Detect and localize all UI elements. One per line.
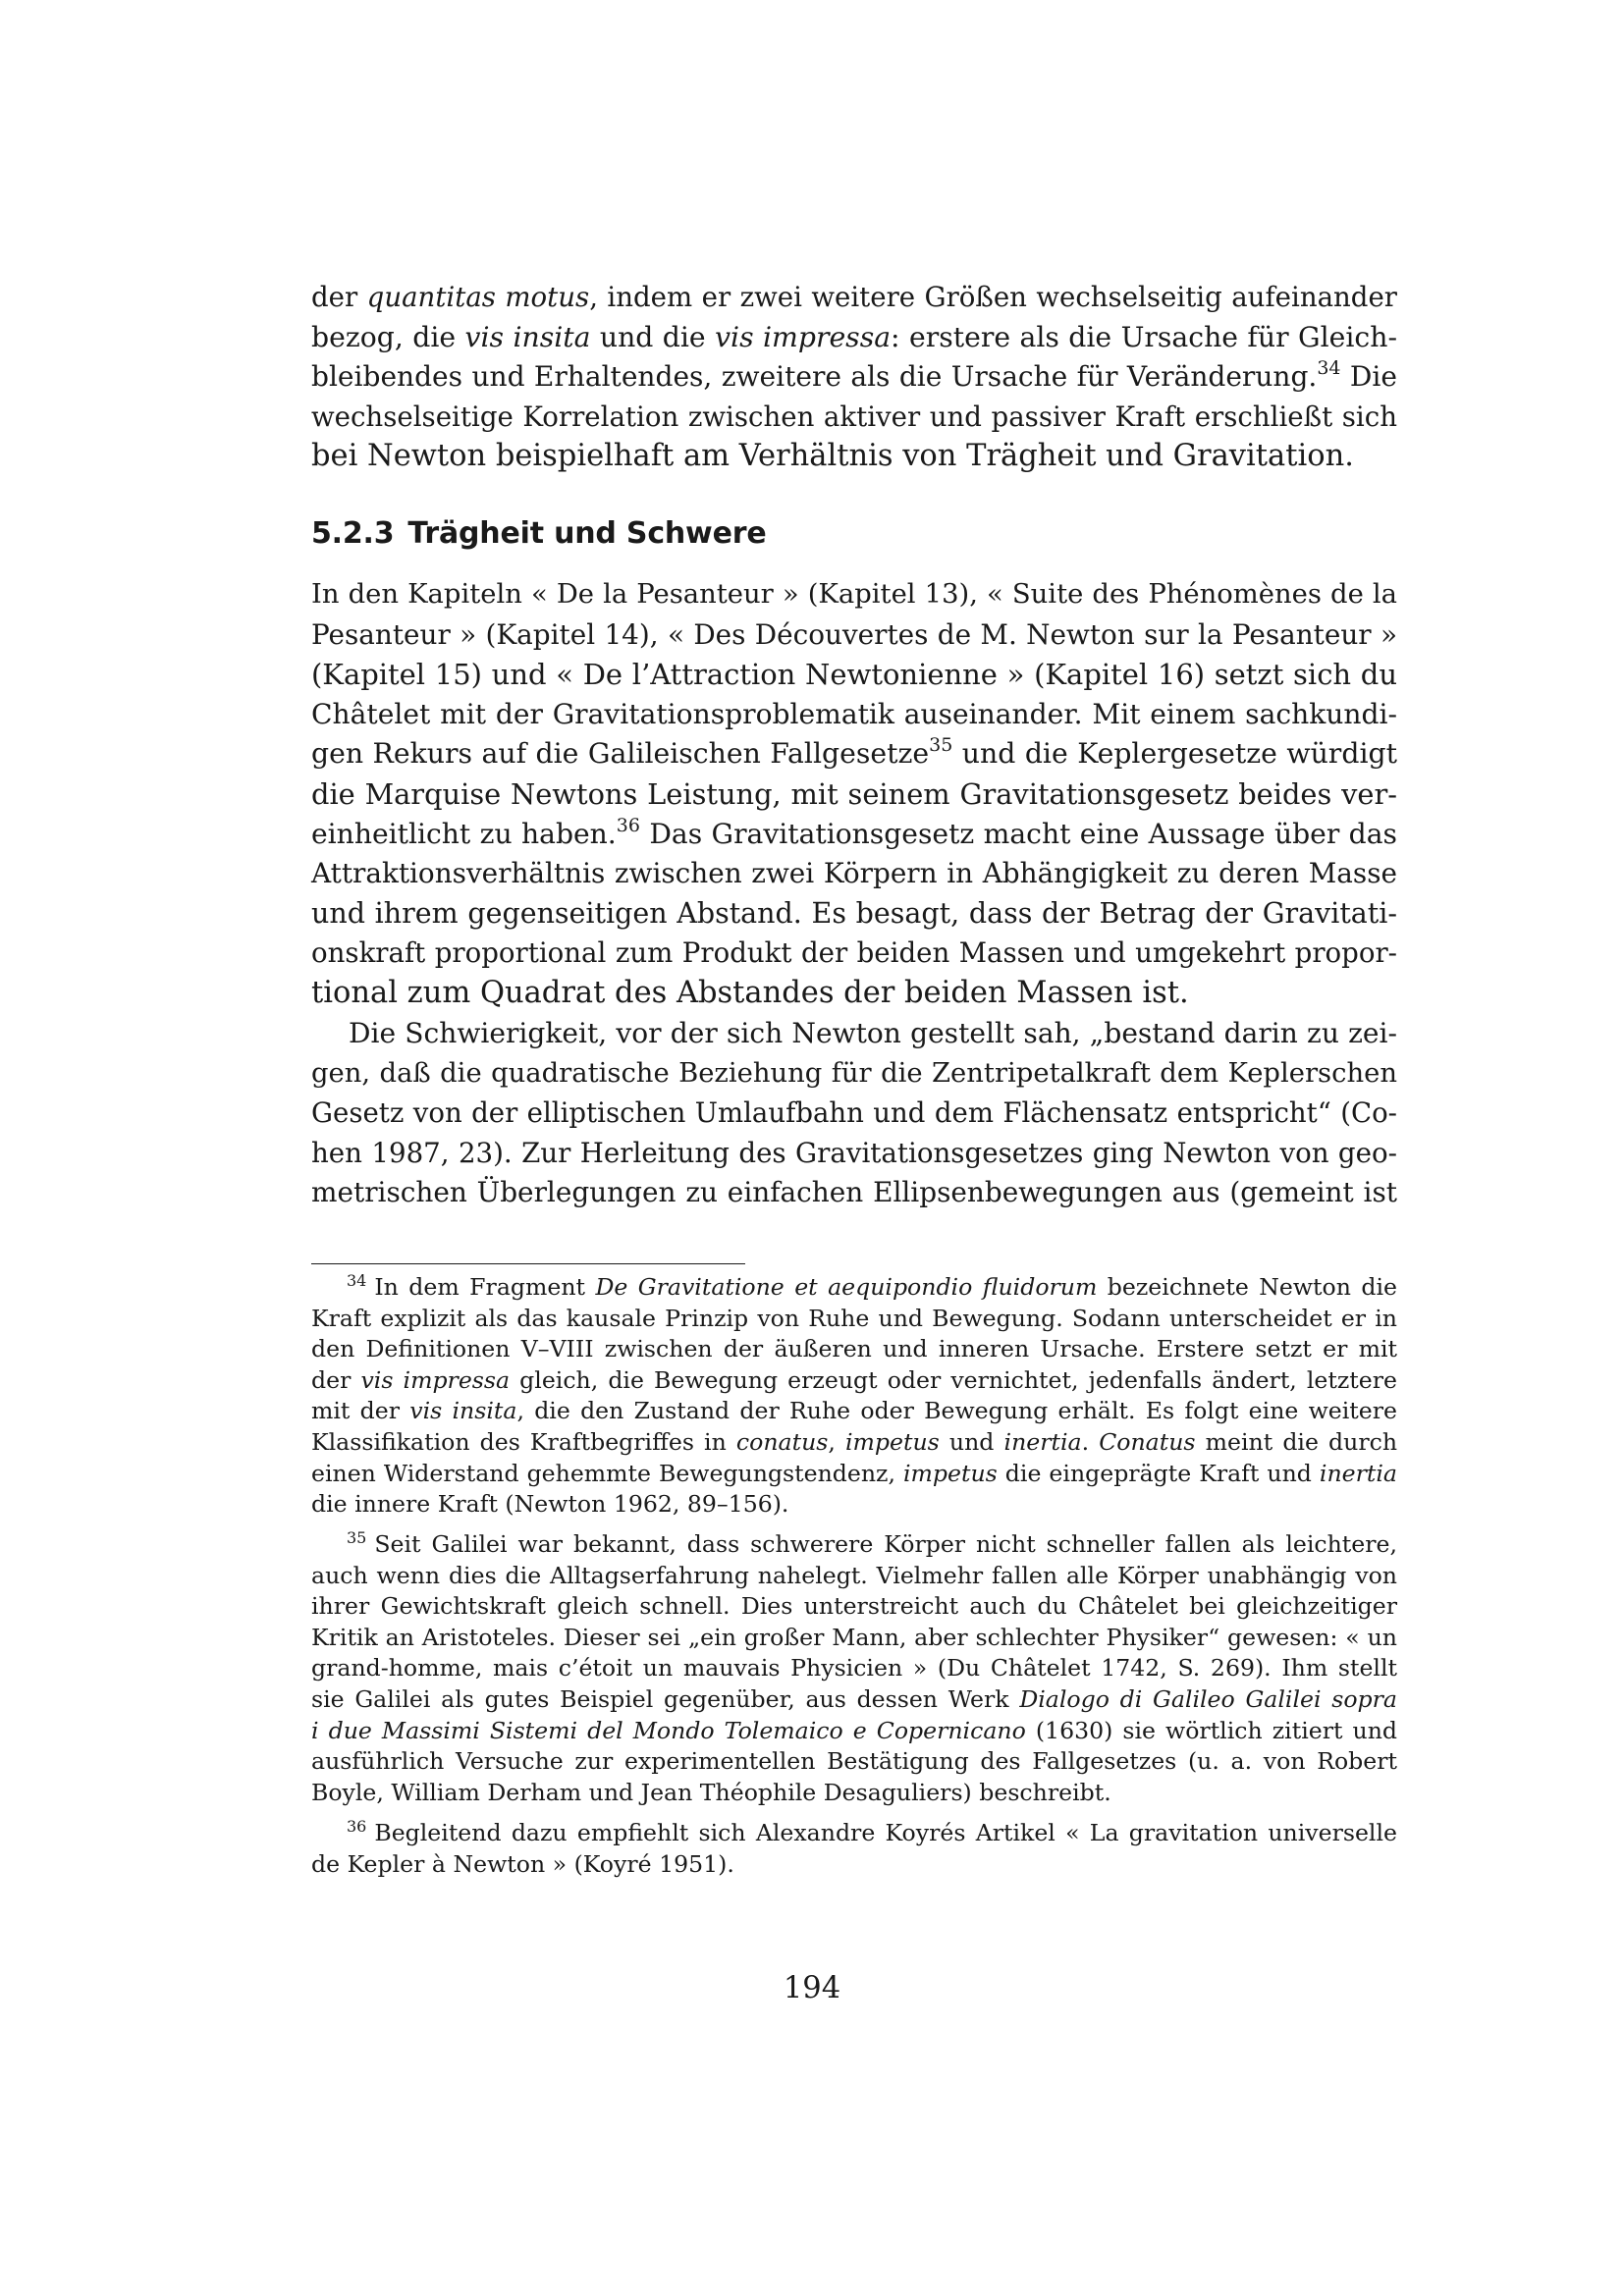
footnote-rule bbox=[311, 1263, 745, 1264]
text-line: In den Kapiteln « De la Pesanteur » (Kapitel 13), « Suite des Phénomènes de la bbox=[311, 579, 1397, 610]
footnote-line: $^{35}$ Seit Galilei war bekannt, dass schwerere Körper nicht schneller fallen als leichtere, bbox=[347, 1528, 1397, 1558]
text-line: bleibendes und Erhaltendes, zweitere als die Ursache für Veränderung.$^{34}$ Die bbox=[311, 357, 1397, 394]
footnote-35 bbox=[311, 1529, 1397, 1808]
text-line: hen 1987, 23). Zur Herleitung des Gravitationsgesetzes ging Newton von geo- bbox=[311, 1136, 1397, 1169]
text-line: Pesanteur » (Kapitel 14), « Des Découvertes de M. Newton sur la Pesanteur » bbox=[311, 617, 1397, 651]
footnote-line: i due Massimi Sistemi del Mondo Tolemaico e Copernicano (1630) sie wörtlich zitiert und bbox=[311, 1716, 1398, 1744]
paragraph-1 bbox=[311, 575, 1397, 1014]
text-line: metrischen Überlegungen zu einfachen Ellipsenbewegungen aus (gemeint ist bbox=[311, 1176, 1397, 1209]
footnote-line: die innere Kraft (Newton 1962, 89–156). bbox=[311, 1490, 789, 1519]
text-line: bei Newton beispielhaft am Verhältnis von Trägheit und Gravitation. bbox=[311, 439, 1354, 474]
footnote-line: $^{34}$ In dem Fragment De Gravitatione et aequipondio fluidorum bezeichnete Newton die bbox=[347, 1271, 1397, 1301]
footnote-line: ihrer Gewichtskraft gleich schnell. Dies unterstreicht auch du Châtelet bei gleichzeitiger bbox=[311, 1592, 1397, 1621]
footnote-line: sie Galilei als gutes Beispiel gegenüber, aus dessen Werk Dialogo di Galileo Galilei sopra bbox=[311, 1684, 1397, 1713]
text-line: tional zum Quadrat des Abstandes der beiden Massen ist. bbox=[311, 975, 1189, 1010]
footnote-line: ausführlich Versuche zur experimentellen Bestätigung des Fallgesetzes (u. a. von Robert bbox=[311, 1747, 1397, 1776]
text-line: Gesetz von der elliptischen Umlaufbahn und dem Flächensatz entspricht“ (Co- bbox=[311, 1096, 1397, 1130]
footnote-ref-36[interactable]: 36 bbox=[616, 814, 640, 836]
footnote-line: einen Widerstand gehemmte Bewegungstendenz, impetus die eingeprägte Kraft und inertia bbox=[311, 1459, 1397, 1487]
section-heading bbox=[311, 516, 766, 551]
text-line: Châtelet mit der Gravitationsproblematik auseinander. Mit einem sachkundi- bbox=[311, 697, 1397, 730]
footnote-ref-35[interactable]: 35 bbox=[929, 734, 953, 757]
footnote-marker: 34 bbox=[347, 1271, 367, 1290]
footnote-line: $^{36}$ Begleitend dazu empfiehlt sich Alexandre Koyrés Artikel « La gravitation universelle bbox=[347, 1817, 1397, 1846]
paragraph-2 bbox=[311, 1014, 1397, 1213]
footnote-line: mit der vis insita, die den Zustand der Ruhe oder Bewegung erhält. Es folgt eine weitere bbox=[311, 1397, 1397, 1425]
footnote-line: Boyle, William Derham und Jean Théophile Desaguliers) beschreibt. bbox=[311, 1778, 1111, 1806]
top-paragraph bbox=[311, 278, 1397, 477]
footnote-marker: 36 bbox=[347, 1817, 367, 1836]
text-line: onskraft proportional zum Produkt der beiden Massen und umgekehrt propor- bbox=[311, 936, 1397, 970]
footnote-36 bbox=[311, 1818, 1397, 1880]
text-line: (Kapitel 15) und « De l’Attraction Newtonienne » (Kapitel 16) setzt sich du bbox=[311, 658, 1397, 692]
text-line: gen, daß die quadratische Beziehung für die Zentripetalkraft dem Keplerschen bbox=[311, 1057, 1397, 1089]
text-line: der quantitas motus, indem er zwei weitere Größen wechselseitig aufeinander bbox=[311, 281, 1397, 313]
footnote-line: der vis impressa gleich, die Bewegung erzeugt oder vernichtet, jedenfalls ändert, letztere bbox=[311, 1365, 1397, 1394]
footnote-line: Kritik an Aristoteles. Dieser sei „ein großer Mann, aber schlechter Physiker“ gewesen: « un bbox=[311, 1623, 1397, 1651]
text-line: Attraktionsverhältnis zwischen zwei Körpern in Abhängigkeit zu deren Masse bbox=[311, 857, 1397, 890]
text-line: bezog, die vis insita und die vis impressa: erstere als die Ursache für Gleich- bbox=[311, 320, 1397, 353]
text-line: einheitlicht zu haben.$^{36}$ Das Gravitationsgesetz macht eine Aussage über das bbox=[311, 814, 1397, 850]
text-line: wechselseitige Korrelation zwischen aktiver und passiver Kraft erschließt sich bbox=[311, 400, 1397, 433]
page-number: 194 bbox=[783, 1971, 841, 2005]
footnote-line: de Kepler à Newton » (Koyré 1951). bbox=[311, 1849, 734, 1878]
footnote-line: Klassifikation des Kraftbegriffes in conatus, impetus und inertia. Conatus meint die durch bbox=[311, 1427, 1398, 1456]
footnote-line: grand-homme, mais c’étoit un mauvais Physicien » (Du Châtelet 1742, S. 269). Ihm stellt bbox=[311, 1654, 1397, 1682]
footnote-line: auch wenn dies die Alltagserfahrung nahelegt. Vielmehr fallen alle Körper unabhängig von bbox=[311, 1561, 1397, 1589]
footnote-ref-34[interactable]: 34 bbox=[1317, 357, 1341, 380]
text-line: und ihrem gegenseitigen Abstand. Es besagt, dass der Betrag der Gravitati- bbox=[311, 896, 1397, 930]
section-number: 5.2.3 bbox=[311, 516, 395, 551]
footnote-line: den Definitionen V–VIII zwischen der äußeren und inneren Ursache. Erstere setzt er mit bbox=[311, 1335, 1397, 1363]
section-title: Trägheit und Schwere bbox=[407, 516, 767, 551]
footnote-line: Kraft explizit als das kausale Prinzip von Ruhe und Bewegung. Sodann unterscheidet er in bbox=[311, 1304, 1397, 1332]
text-line: die Marquise Newtons Leistung, mit seinem Gravitationsgesetz beides ver- bbox=[311, 776, 1397, 811]
text-line: gen Rekurs auf die Galileischen Fallgesetze$^{35}$ und die Keplergesetze würdigt bbox=[311, 734, 1397, 771]
footnote-marker: 35 bbox=[347, 1528, 367, 1547]
text-line: Die Schwierigkeit, vor der sich Newton gestellt sah, „bestand darin zu zei- bbox=[349, 1017, 1397, 1049]
footnote-34 bbox=[311, 1272, 1397, 1521]
